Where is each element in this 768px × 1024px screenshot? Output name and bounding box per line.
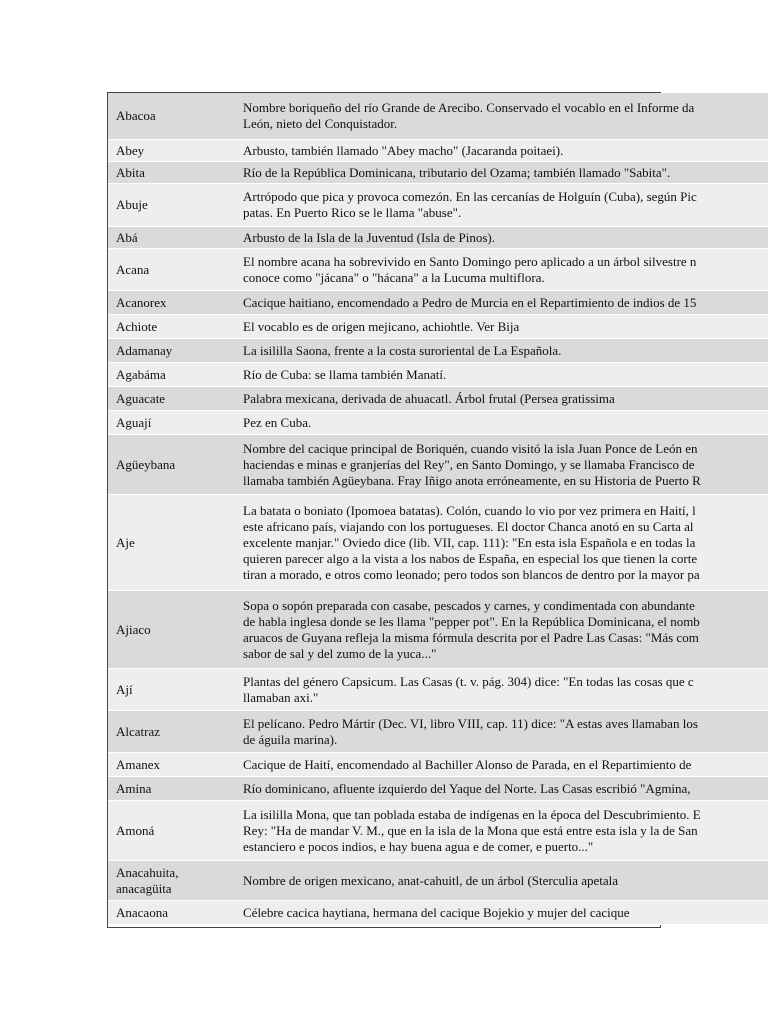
table-row xyxy=(108,901,768,925)
definition-cell: Cacique de Haití, encomendado al Bachiller Alonso de Parada, en el Repartimiento de xyxy=(235,753,768,776)
term-cell: Amoná xyxy=(108,801,235,860)
term-cell: Amina xyxy=(108,777,235,800)
term-cell: Abita xyxy=(108,162,235,183)
definition-cell: Río dominicano, afluente izquierdo del Yaque del Norte. Las Casas escribió "Agmina, xyxy=(235,777,768,800)
term-cell: Acanorex xyxy=(108,291,235,314)
definition-cell: Nombre boriqueño del río Grande de Arecibo. Conservado el vocablo en el Informe da León, nieto del Conquistador. xyxy=(235,93,768,139)
table-row xyxy=(108,339,768,363)
definition-cell: El nombre acana ha sobrevivido en Santo Domingo pero aplicado a un árbol silvestre n conoce como "jácana" o "hácana" a la Lucuma multiflora. xyxy=(235,249,768,290)
term-cell: Amanex xyxy=(108,753,235,776)
table-row xyxy=(108,801,768,861)
definition-cell: Sopa o sopón preparada con casabe, pescados y carnes, y condimentada con abundante de habla inglesa donde se les llama "pepper pot". En la República Dominicana, el nomb aruacos de Guyana refleja la misma fórmula descrita por el Padre Las Casas: "Más com sabor de sal y del zumo de la yuca..." xyxy=(235,591,768,668)
table-row xyxy=(108,711,768,753)
table-row xyxy=(108,363,768,387)
table-row xyxy=(108,669,768,711)
table-row xyxy=(108,184,768,227)
table-row xyxy=(108,591,768,669)
definition-cell: La isililla Mona, que tan poblada estaba de indígenas en la época del Descubrimiento. E Rey: "Ha de mandar V. M., que en la isla de la Mona que está entre esta isla y la de San estanciero e pocos indios, e hay buena agua e de comer, e puerto..." xyxy=(235,801,768,860)
definition-cell: Nombre de origen mexicano, anat-cahuitl, de un árbol (Sterculia apetala xyxy=(235,861,768,900)
table-row xyxy=(108,140,768,162)
term-cell: Abá xyxy=(108,227,235,248)
term-cell: Aguacate xyxy=(108,387,235,410)
definition-cell: Plantas del género Capsicum. Las Casas (t. v. pág. 304) dice: "En todas las cosas que c llamaban axi." xyxy=(235,669,768,710)
table-row xyxy=(108,387,768,411)
table-row xyxy=(108,93,768,140)
term-cell: Abacoa xyxy=(108,93,235,139)
definition-cell: Palabra mexicana, derivada de ahuacatl. Árbol frutal (Persea gratissima xyxy=(235,387,768,410)
term-cell: Alcatraz xyxy=(108,711,235,752)
term-cell: Agüeybana xyxy=(108,435,235,494)
term-cell: Acana xyxy=(108,249,235,290)
term-cell: Anacahuita, anacagüita xyxy=(108,861,235,900)
term-cell: Aje xyxy=(108,495,235,590)
term-cell: Abey xyxy=(108,140,235,161)
definition-cell: La batata o boniato (Ipomoea batatas). Colón, cuando lo vio por vez primera en Haití, l este africano país, viajando con los portugueses. El doctor Chanca anotó en su Carta al excelente manjar." Oviedo dice (lib. VII, cap. 111): "En esta isla Española e en todas la quieren parecer algo a la vista a los nabos de España, en especial los que tienen la corte tiran a morado, e otros como leonado; pero todos son blancos de dentro por la mayor pa xyxy=(235,495,768,590)
term-cell: Achiote xyxy=(108,315,235,338)
definition-cell: Nombre del cacique principal de Boriquén, cuando visitó la isla Juan Ponce de León en haciendas e minas e granjerías del Rey", en Santo Domingo, y se llamaba Francisco de llamaba también Agüeybana. Fray Iñigo anota erróneamente, en su Historia de Puerto R xyxy=(235,435,768,494)
table-row xyxy=(108,227,768,249)
definition-cell: La isililla Saona, frente a la costa suroriental de La Española. xyxy=(235,339,768,362)
table-row xyxy=(108,861,768,901)
definition-cell: Cacique haitiano, encomendado a Pedro de Murcia en el Repartimiento de indios de 15 xyxy=(235,291,768,314)
glossary-table xyxy=(108,93,768,925)
definition-cell: El vocablo es de origen mejicano, achiohtle. Ver Bija xyxy=(235,315,768,338)
term-cell: Adamanay xyxy=(108,339,235,362)
table-row xyxy=(108,249,768,291)
table-row xyxy=(108,495,768,591)
definition-cell: Arbusto, también llamado "Abey macho" (Jacaranda poitaei). xyxy=(235,140,768,161)
table-row xyxy=(108,777,768,801)
table-row xyxy=(108,753,768,777)
table-row xyxy=(108,411,768,435)
term-cell: Abuje xyxy=(108,184,235,226)
term-cell: Agabáma xyxy=(108,363,235,386)
definition-cell: Artrópodo que pica y provoca comezón. En las cercanías de Holguín (Cuba), según Pic patas. En Puerto Rico se le llama "abuse". xyxy=(235,184,768,226)
table-row xyxy=(108,315,768,339)
term-cell: Ají xyxy=(108,669,235,710)
term-cell: Aguají xyxy=(108,411,235,434)
definition-cell: Río de la República Dominicana, tributario del Ozama; también llamado "Sabita". xyxy=(235,162,768,183)
table-row xyxy=(108,291,768,315)
table-row xyxy=(108,435,768,495)
table-row xyxy=(108,162,768,184)
definition-cell: Pez en Cuba. xyxy=(235,411,768,434)
term-cell: Anacaona xyxy=(108,901,235,924)
definition-cell: Río de Cuba: se llama también Manatí. xyxy=(235,363,768,386)
definition-cell: Arbusto de la Isla de la Juventud (Isla de Pinos). xyxy=(235,227,768,248)
term-cell: Ajiaco xyxy=(108,591,235,668)
definition-cell: Célebre cacica haytiana, hermana del cacique Bojekio y mujer del cacique xyxy=(235,901,768,924)
definition-cell: El pelícano. Pedro Mártir (Dec. VI, libro VIII, cap. 11) dice: "A estas aves llamaban los de águila marina). xyxy=(235,711,768,752)
